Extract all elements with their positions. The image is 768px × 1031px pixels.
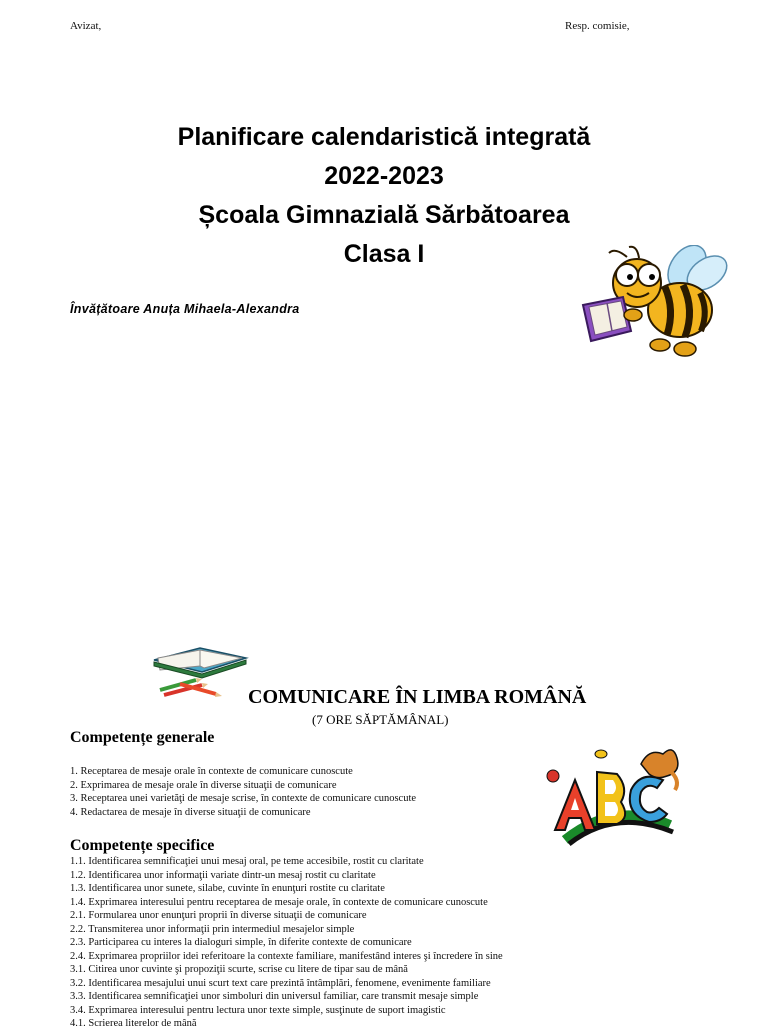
bee-reading-book-illustration (575, 245, 735, 360)
header-avizat: Avizat, (70, 20, 102, 32)
list-item: 1.2. Identificarea unor informaţii variate dintr-un mesaj rostit cu claritate (70, 869, 376, 881)
competente-specifice-list (70, 855, 503, 1031)
title-line-1: Planificare calendaristică integrată (177, 123, 591, 151)
title-line-3: Școala Gimnazială Sărbătoarea (198, 201, 570, 229)
teacher-name: Învățătoare Anuța Mihaela-Alexandra (70, 302, 300, 316)
list-item: 3.2. Identificarea mesajului unui scurt text care prezintă întâmplări, fenomene, evenimente familiare (70, 977, 491, 989)
competente-generale-heading: Competențe generale (70, 729, 215, 746)
list-item: 2.4. Exprimarea propriilor idei referitoare la contexte familiare, manifestând interes şi încredere în sine (70, 950, 503, 962)
header-resp-comisie: Resp. comisie, (565, 20, 630, 32)
competente-specifice-heading: Competențe specifice (70, 837, 215, 854)
abc-letters-illustration (545, 740, 685, 850)
list-item: 1.3. Identificarea unor sunete, silabe, cuvinte în enunţuri rostite cu claritate (70, 883, 385, 894)
subject-hours: (7 ORE SĂPTĂMÂNAL) (312, 712, 449, 727)
list-item: 3. Receptarea unei varietăţi de mesaje scrise, în contexte de comunicare cunoscute (70, 793, 417, 804)
list-item: 1.1. Identificarea semnificaţiei unui mesaj oral, pe teme accesibile, rostit cu claritate (70, 856, 424, 867)
list-item: 1.4. Exprimarea interesului pentru receptarea de mesaje orale, în contexte de comunicare cunoscute (70, 896, 488, 908)
list-item: 2.3. Participarea cu interes la dialoguri simple, în diferite contexte de comunicare (70, 937, 412, 948)
list-item: 4.1. Scrierea literelor de mână (70, 1018, 197, 1029)
list-item: 2.1. Formularea unor enunţuri proprii în diverse situaţii de comunicare (70, 910, 367, 921)
list-item: 1. Receptarea de mesaje orale în contexte de comunicare cunoscute (70, 766, 353, 777)
books-and-pencils-illustration (150, 640, 250, 700)
competente-generale-list (70, 765, 416, 819)
list-item: 4. Redactarea de mesaje în diverse situaţii de comunicare (70, 806, 311, 818)
list-item: 2. Exprimarea de mesaje orale în diverse situaţii de comunicare (70, 779, 337, 791)
list-item: 3.1. Citirea unor cuvinte şi propoziţii scurte, scrise cu litere de tipar sau de mână (70, 964, 408, 975)
list-item: 2.2. Transmiterea unor informaţii prin intermediul mesajelor simple (70, 923, 355, 935)
list-item: 3.3. Identificarea semnificaţiei unor simboluri din universul familiar, care transmit mesaje simple (70, 991, 479, 1002)
title-line-4: Clasa I (343, 240, 425, 268)
title-line-2: 2022-2023 (324, 162, 444, 190)
subject-title: COMUNICARE ÎN LIMBA ROMÂNĂ (248, 686, 587, 708)
list-item: 3.4. Exprimarea interesului pentru lectura unor texte simple, susţinute de suport imagistic (70, 1004, 446, 1016)
